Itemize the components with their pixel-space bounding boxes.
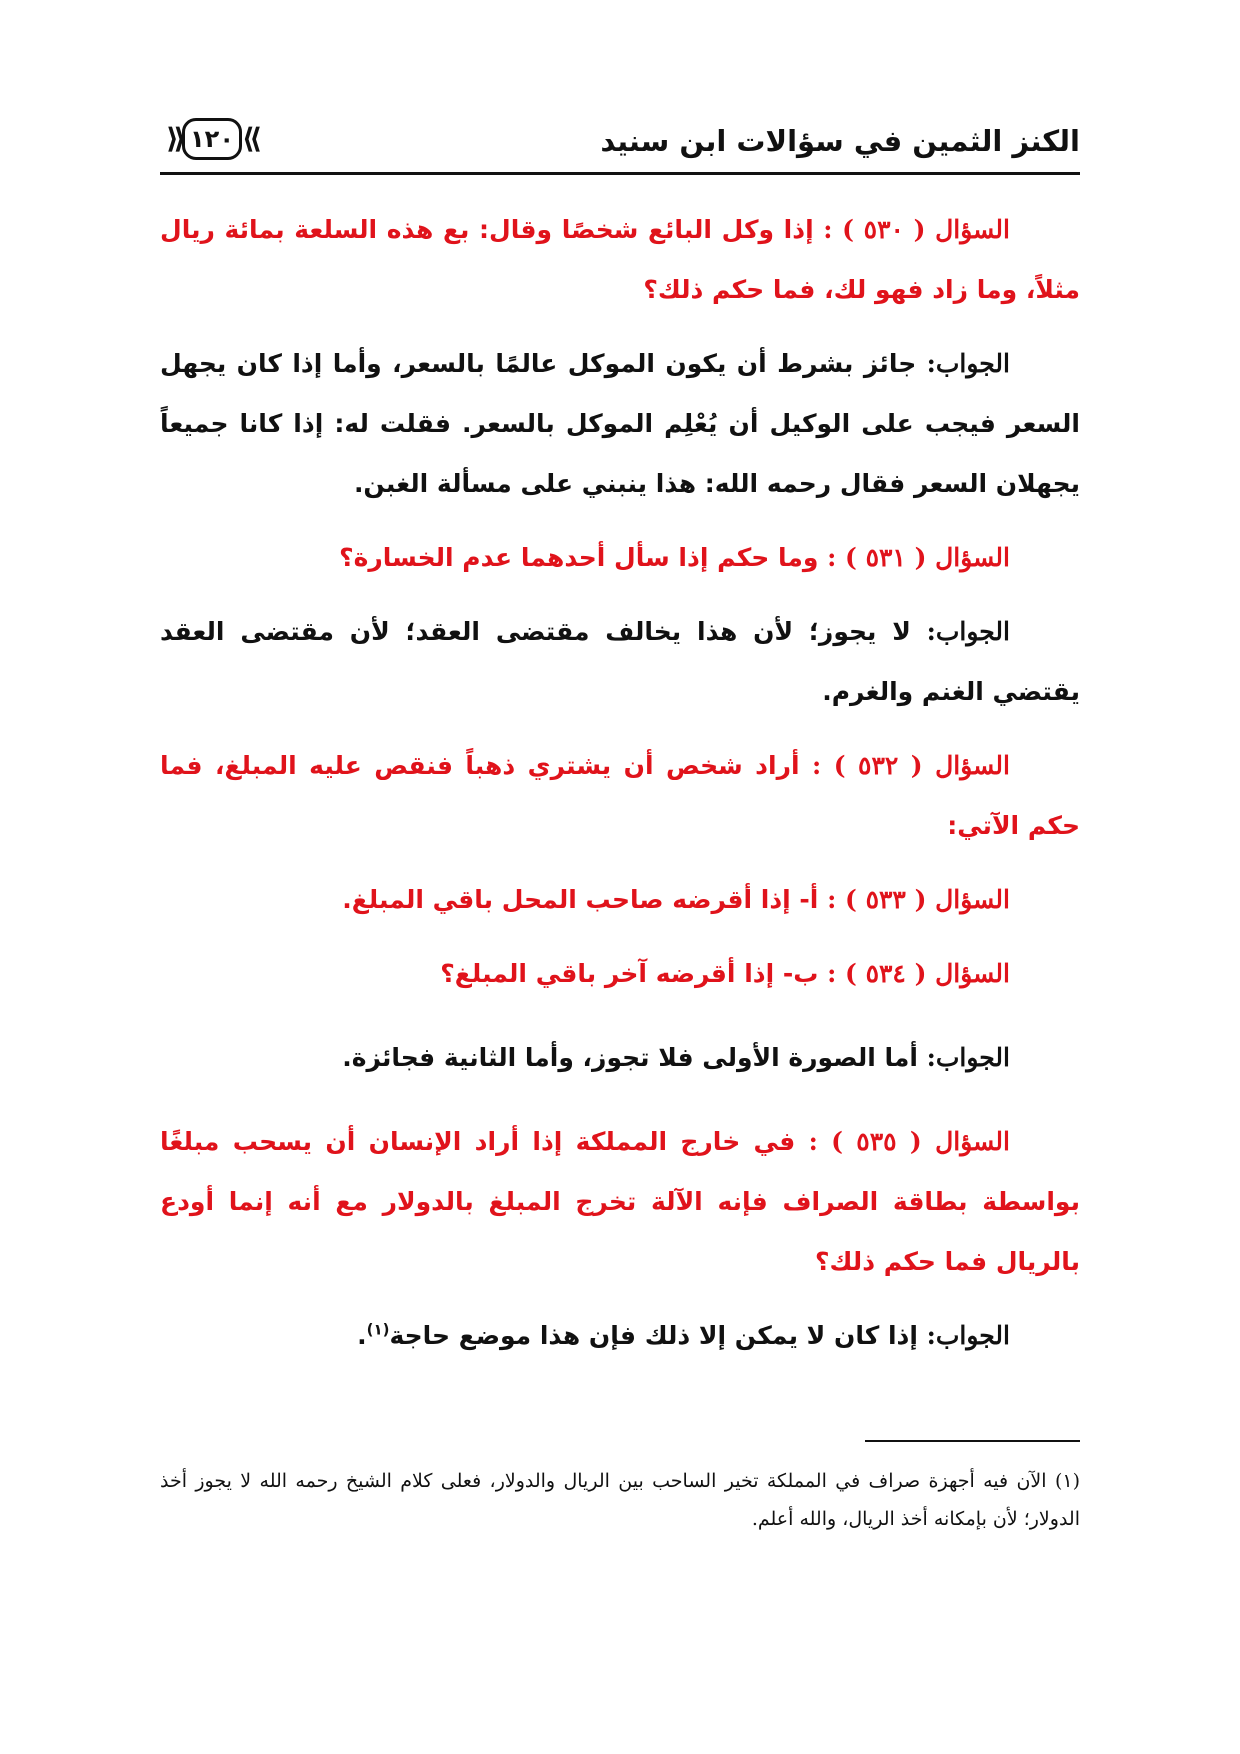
main-content — [160, 200, 1080, 1380]
question-label: السؤال ( ٥٣٥ ) : — [808, 1127, 1010, 1156]
bracket-left-icon: ⟪ — [166, 122, 187, 155]
question-text: في خارج المملكة إذا أراد الإنسان أن يسحب مبلغًا بواسطة بطاقة الصراف فإنه الآلة تخرج المبلغ بالدولار مع أنه إنما أودع بالريال فما حكم ذلك؟ — [160, 1127, 1080, 1276]
answer-label: الجواب: — [926, 1043, 1010, 1072]
answer-530 — [160, 334, 1080, 514]
question-533 — [160, 870, 1080, 930]
question-label: السؤال ( ٥٣٣ ) : — [827, 885, 1010, 914]
answer-535 — [160, 1306, 1080, 1366]
question-535 — [160, 1112, 1080, 1292]
footnote-marker: (١) — [1054, 1470, 1081, 1492]
question-text: وما حكم إذا سأل أحدهما عدم الخسارة؟ — [339, 543, 819, 572]
answer-text: إذا كان لا يمكن إلا ذلك فإن هذا موضع حاجة — [389, 1321, 918, 1350]
answer-text: جائز بشرط أن يكون الموكل عالمًا بالسعر، وأما إذا كان يجهل السعر فيجب على الوكيل أن يُعْلِم الموكل بالسعر. فقلت له: إذا كانا جميعاً يجهلان السعر فقال رحمه الله: هذا ينبني على مسألة الغبن. — [160, 349, 1080, 498]
answer-label: الجواب: — [926, 617, 1010, 646]
footnote-divider — [865, 1440, 1080, 1442]
question-534 — [160, 944, 1080, 1004]
answer-tail: . — [357, 1321, 367, 1350]
page-number-badge — [168, 118, 260, 162]
footnote-reference[interactable]: (١) — [366, 1320, 390, 1339]
footnote — [160, 1462, 1080, 1538]
bracket-right-icon: ⟫ — [241, 122, 262, 155]
question-530 — [160, 200, 1080, 320]
page-number-frame — [182, 118, 242, 160]
answer-text: لا يجوز؛ لأن هذا يخالف مقتضى العقد؛ لأن مقتضى العقد يقتضي الغنم والغرم. — [160, 617, 1080, 706]
question-label: السؤال ( ٥٣٤ ) : — [827, 959, 1010, 988]
answer-text: أما الصورة الأولى فلا تجوز، وأما الثانية فجائزة. — [342, 1043, 918, 1072]
question-text: إذا وكل البائع شخصًا وقال: بع هذه السلعة بمائة ريال مثلاً، وما زاد فهو لك، فما حكم ذلك؟ — [160, 215, 1080, 304]
header-divider — [160, 172, 1080, 175]
question-text: أراد شخص أن يشتري ذهباً فنقص عليه المبلغ، فما حكم الآتي: — [160, 751, 1080, 840]
question-text: ب- إذا أقرضه آخر باقي المبلغ؟ — [440, 959, 819, 988]
answer-label: الجواب: — [926, 1321, 1010, 1350]
book-title: الكنز الثمين في سؤالات ابن سنيد — [600, 124, 1080, 158]
question-label: السؤال ( ٥٣٢ ) : — [812, 751, 1010, 780]
question-text: أ- إذا أقرضه صاحب المحل باقي المبلغ. — [342, 885, 819, 914]
footnote-text: الآن فيه أجهزة صراف في المملكة تخير الساحب بين الريال والدولار، فعلى كلام الشيخ رحمه الله لا يجوز أخذ الدولار؛ لأن بإمكانه أخذ الريال، والله أعلم. — [160, 1470, 1080, 1530]
answer-label: الجواب: — [926, 349, 1010, 378]
question-label: السؤال ( ٥٣٠ ) : — [823, 215, 1010, 244]
question-label: السؤال ( ٥٣١ ) : — [827, 543, 1010, 572]
answer-531 — [160, 602, 1080, 722]
question-532 — [160, 736, 1080, 856]
question-531 — [160, 528, 1080, 588]
page-header — [160, 108, 1080, 170]
answer-534 — [160, 1028, 1080, 1088]
page-number: ١٢٠ — [190, 125, 234, 153]
